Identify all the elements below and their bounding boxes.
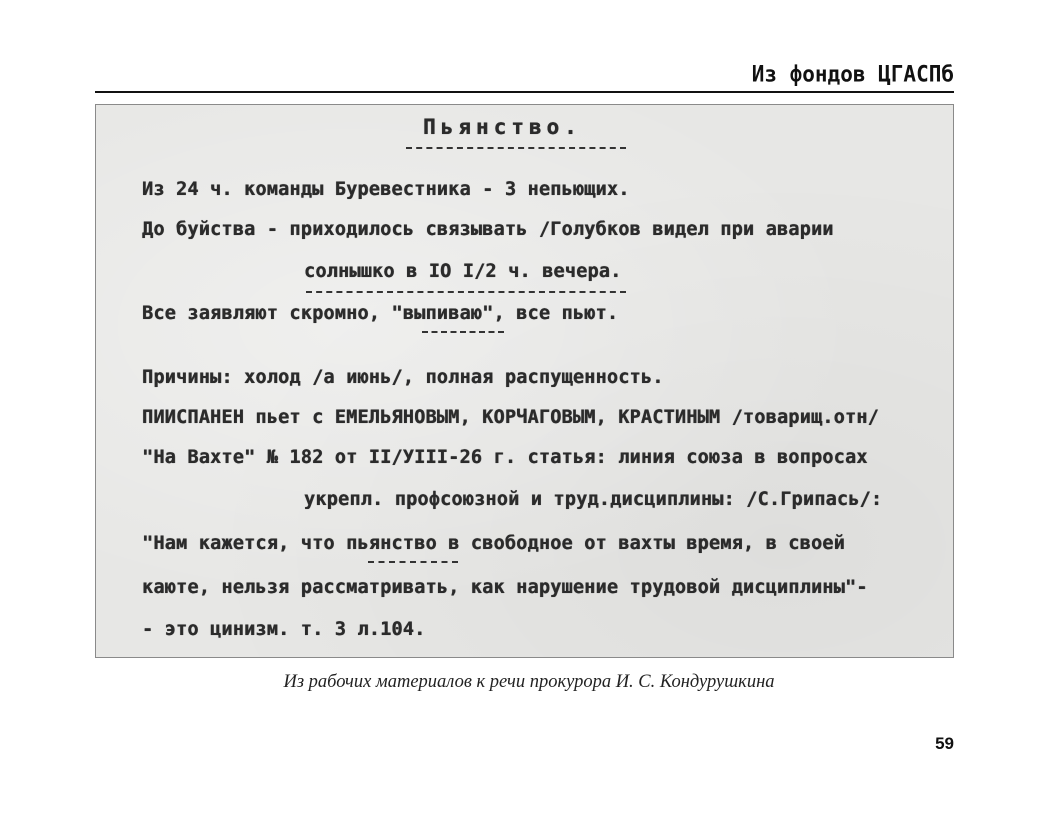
document-line: ПИИСПАНЕН пьет с ЕМЕЛЬЯНОВЫМ, КОРЧАГОВЫМ, КРАСТИНЫМ /товарищ.отн/ [142,407,879,428]
document-line: Все заявляют скромно, "выпиваю", все пьют. [142,303,619,324]
document-line: - это цинизм. т. 3 л.104. [142,619,426,640]
document-line: "Нам кажется, что пьянство в свободное от вахты время, в своей [142,533,845,554]
document-title: Пьянство. [423,115,582,139]
line-underline [306,291,626,293]
document-line: Из 24 ч. команды Буревестника - 3 непьющих. [142,179,630,200]
document-line: Причины: холод /а июнь/, полная распущенность. [142,367,664,388]
archival-document-scan [95,104,954,658]
document-line: каюте, нельзя рассматривать, как нарушение трудовой дисциплины"- [142,577,868,598]
word-underline [422,331,504,333]
page-number: 59 [935,734,954,753]
figure-caption: Из рабочих материалов к речи прокурора И. С. Кондурушкина [283,672,775,692]
document-line: "На Вахте" № 182 от II/УIII-26 г. статья: линия союза в вопросах [142,447,868,468]
title-underline [406,147,626,149]
document-line: солнышко в IO I/2 ч. вечера. [304,261,622,282]
document-line: укрепл. профсоюзной и труд.дисциплины: /С.Грипась/: [304,489,883,510]
document-line: До буйства - приходилось связывать /Голубков видел при аварии [142,219,834,240]
word-underline [368,561,458,563]
running-header: Из фондов ЦГАСПб [751,61,954,87]
header-rule [95,91,954,93]
